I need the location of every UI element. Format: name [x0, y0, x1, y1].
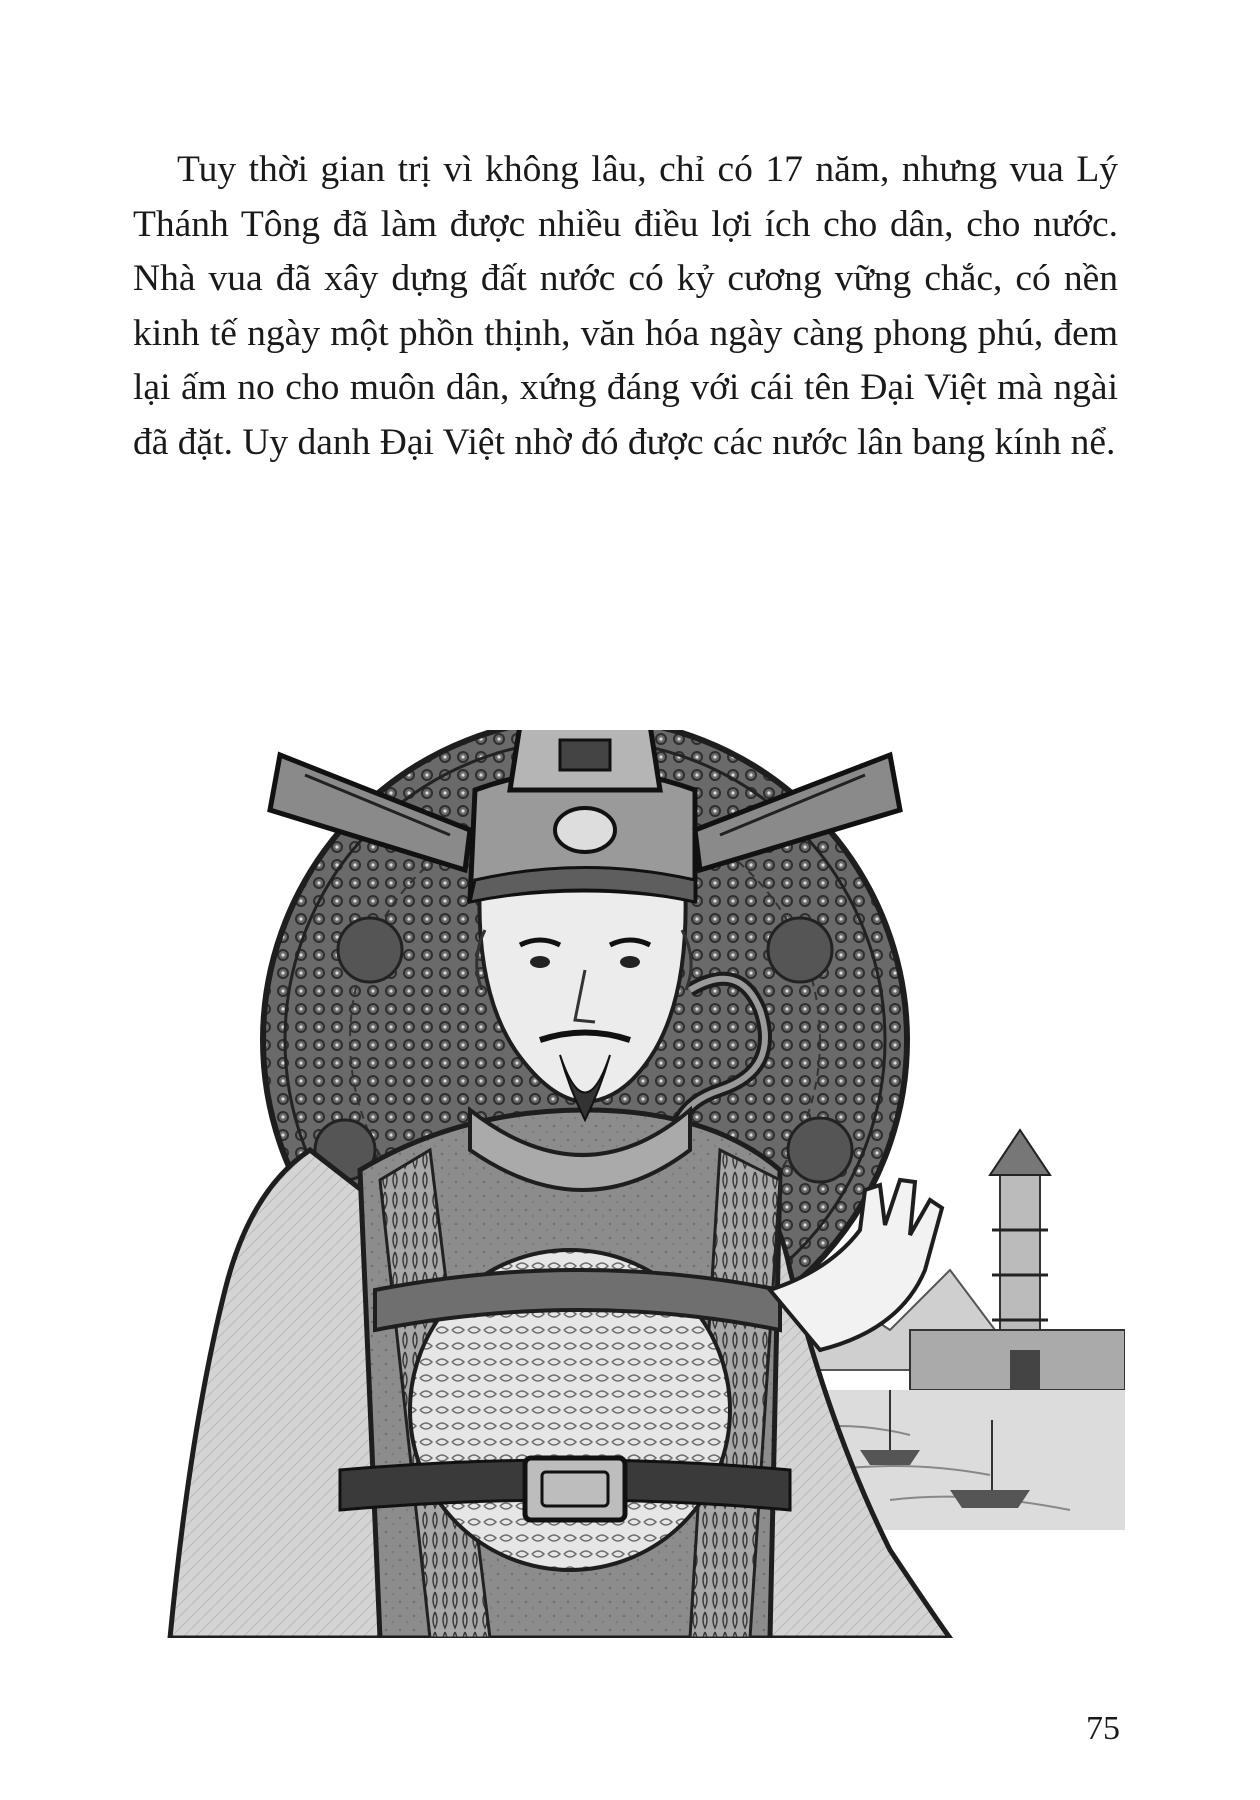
page-number: 75 — [1086, 1710, 1120, 1747]
body-paragraph: Tuy thời gian trị vì không lâu, chỉ có 17 năm, nhưng vua Lý Thánh Tông đã làm được nhiều điều lợi ích cho dân, cho nước. Nhà vua đã xây dựng đất nước có kỷ cương vững chắc, có nền kinh tế ngày một phồn thịnh, văn hóa ngày càng phong phú, đem lại ấm no cho muôn dân, xứng đáng với cái tên Đại Việt mà ngài đã đặt. Uy danh Đại Việt nhờ đó được các nước lân bang kính nể. — [133, 149, 1118, 463]
king-portrait-illustration — [130, 730, 1125, 1638]
